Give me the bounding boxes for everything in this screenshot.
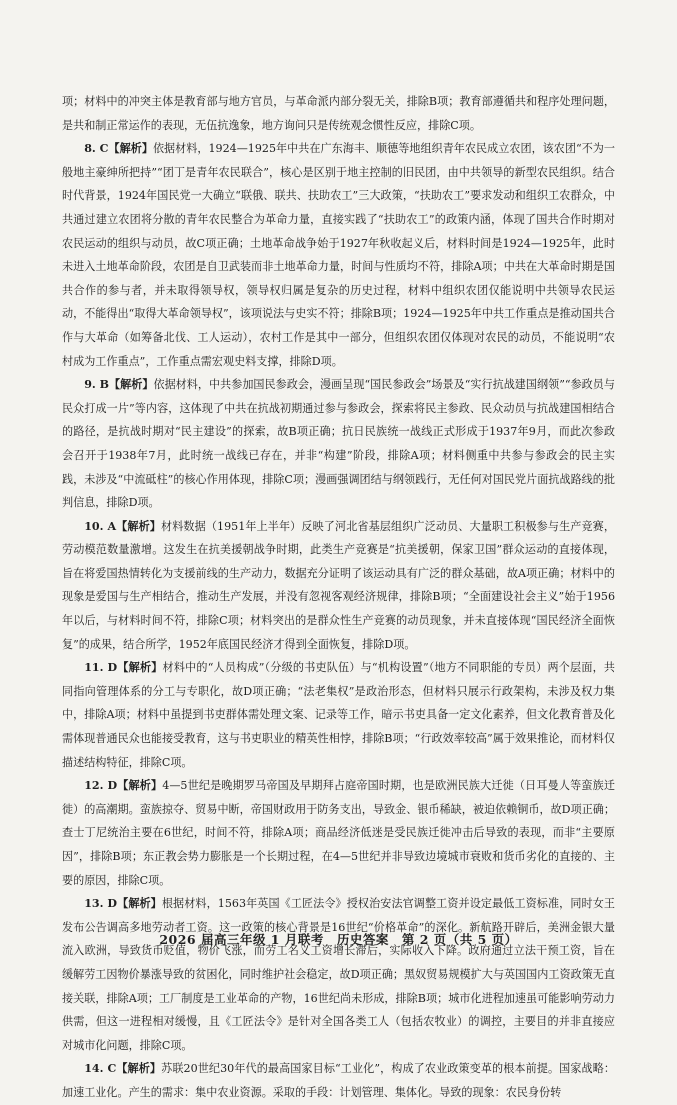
question-number: 14. C【解析】: [84, 1062, 162, 1076]
answer-item-10: [62, 515, 615, 657]
answer-item-13: [62, 892, 615, 1057]
question-number: 11. D【解析】: [84, 661, 163, 675]
question-number: 10. A【解析】: [84, 519, 161, 533]
paragraph-text: 根据材料，1563年英国《工匠法令》授权治安法官调整工资并设定最低工资标准，同时女王发布公告调高多地劳动者工资。这一政策的核心背景是16世纪“价格革命”的深化。新航路开辟后，美洲金银大量流入欧洲，导致货币贬值，物价飞涨，而劳工名义工资增长滞后，实际收入下降。政府通过立法干预工资，旨在缓解劳工因物价暴涨导致的贫困化，同时维护社会稳定，故D项正确；黑奴贸易规模扩大与英国国内工资政策无直接关联，排除A项；工厂制度是工业革命的产物，16世纪尚未形成，排除B项；城市化进程加速虽可能影响劳动力供需，但这一进程相对缓慢，且《工匠法令》是针对全国各类工人（包括农牧业）的调控，主要目的并非直接应对城市化问题，排除C项。: [62, 897, 615, 1052]
answer-item-12: [62, 774, 615, 892]
answer-item-14: [62, 1057, 615, 1104]
answer-item-9: [62, 373, 615, 515]
paragraph-text: 依据材料，1924—1925年中共在广东海丰、顺德等地组织青年农民成立农团，该农团“不为一般地主豪绅所把持”“团丁是青年农民联合”，核心是区别于地主控制的旧民团，由中共领导的新型农民组织。结合时代背景，1924年国民党一大确立“联俄、联共、扶助农工”三大政策，“扶助农工”要求发动和组织工农群众，中共通过建立农团将分散的青年农民整合为革命力量，直接实践了“扶助农工”的政策内涵，体现了国共合作时期对农民运动的组织与动员，故C项正确；土地革命战争始于1927年秋收起义后，材料时间是1924—1925年，此时未进入土地革命阶段，农团是自卫武装而非土地革命力量，时间与性质均不符，排除A项；中共在大革命时期是国共合作的参与者，并未取得领导权，领导权归属是复杂的历史过程，材料中组织农团仅能说明中共领导农民运动，不能得出“取得大革命领导权”，该项说法与史实不符；排除B项；1924—1925年中共工作重点是推动国共合作与大革命（如筹备北伐、工人运动），农村工作是其中一部分，但组织农团仅体现对农民的动员，不能说明“农村成为工作重点”，工作重点需宏观史料支撑，排除D项。: [62, 142, 616, 368]
paragraph-text: 材料中的“人员构成”（分级的书吏队伍）与“机构设置”（地方不同职能的专员）两个层面，共同指向管理体系的分工与专职化，故D项正确；“法老集权”是政治形态，但材料只展示行政架构，未涉及权力集中，排除A项；材料中虽提到书吏群体需处理文案、记录等工作，暗示书吏具备一定文化素养，但文化教育普及化需体现普通民众也能接受教育，这与书吏职业的精英性相悖，排除B项；“行政效率较高”属于效果推论，而材料仅描述结构特征，排除C项。: [62, 661, 615, 769]
page-footer: 2026 届高三年级 1 月联考 历史答案 第 2 页（共 5 页）: [159, 932, 518, 947]
paragraph-text: 材料数据（1951年上半年）反映了河北省基层组织广泛动员、大量职工积极参与生产竞赛，劳动模范数量激增。这发生在抗美援朝战争时期，此类生产竞赛是“抗美援朝，保家卫国”群众运动的直接体现，旨在将爱国热情转化为支援前线的生产动力，数据充分证明了该运动具有广泛的群众基础，故A项正确；材料中的现象是爱国与生产相结合，推动生产发展，并没有忽视客观经济规律，排除B项；“全面建设社会主义”始于1956年以后，与材料时间不符，排除C项；材料突出的是群众性生产竞赛的动员现象，并未直接体现“国民经济全面恢复”的成果，结合所学，1952年底国民经济才得到全面恢复，排除D项。: [62, 519, 615, 651]
answer-item-11: [62, 656, 615, 774]
paragraph-text: 依据材料，中共参加国民参政会，漫画呈现“国民参政会”场景及“实行抗战建国纲领”“参政员与民众打成一片”等内容，这体现了中共在抗战初期通过参与参政会，探索将民主参政、民众动员与抗战建国相结合的路径，是抗战时期对“民主建设”的探索，故B项正确；抗日民族统一战线正式形成于1937年9月，而此次参政会召开于1938年7月，此时统一战线已存在，并非“构建”阶段，排除A项；材料侧重中共参与参政会的民主实践，未涉及“中流砥柱”的核心作用体现，排除C项；漫画强调团结与纲领践行，无任何对国民党片面抗战路线的批判信息，排除D项。: [62, 378, 615, 510]
question-number: 12. D【解析】: [84, 779, 163, 793]
paragraph-text: 项；材料中的冲突主体是教育部与地方官员，与革命派内部分裂无关，排除B项；教育部遵循共和程序处理问题，是共和制正常运作的表现，无伍抗逸象，地方询问只是传统观念惯性反应，排除C项。: [62, 95, 615, 132]
question-number: 9. B【解析】: [84, 378, 154, 392]
answer-text: [62, 90, 615, 1105]
question-number: 8. C【解析】: [84, 142, 153, 156]
answer-item-8: [62, 137, 615, 373]
question-number: 13. D【解析】: [84, 897, 162, 911]
paragraph-continued: [62, 90, 615, 137]
paragraph-text: 4—5世纪是晚期罗马帝国及早期拜占庭帝国时期，也是欧洲民族大迁徙（日耳曼人等蛮族迁徙）的高潮期。蛮族掠夺、贸易中断，帝国财政用于防务支出，导致金、银币稀缺，被迫依赖铜币，故D项正确；查士丁尼统治主要在6世纪，时间不符，排除A项；商品经济低迷是受民族迁徙冲击后导致的表现，而非“主要原因”，排除B项；东正教会势力膨胀是一个长期过程，在4—5世纪并非导致边境城市衰败和货币劣化的直接的、主要的原因，排除C项。: [62, 779, 615, 887]
paragraph-text: 苏联20世纪30年代的最高国家目标“工业化”，构成了农业政策变革的根本前提。国家战略：加速工业化。产生的需求：集中农业资源。采取的手段：计划管理、集体化。导致的现象：农民身份转: [62, 1062, 615, 1099]
